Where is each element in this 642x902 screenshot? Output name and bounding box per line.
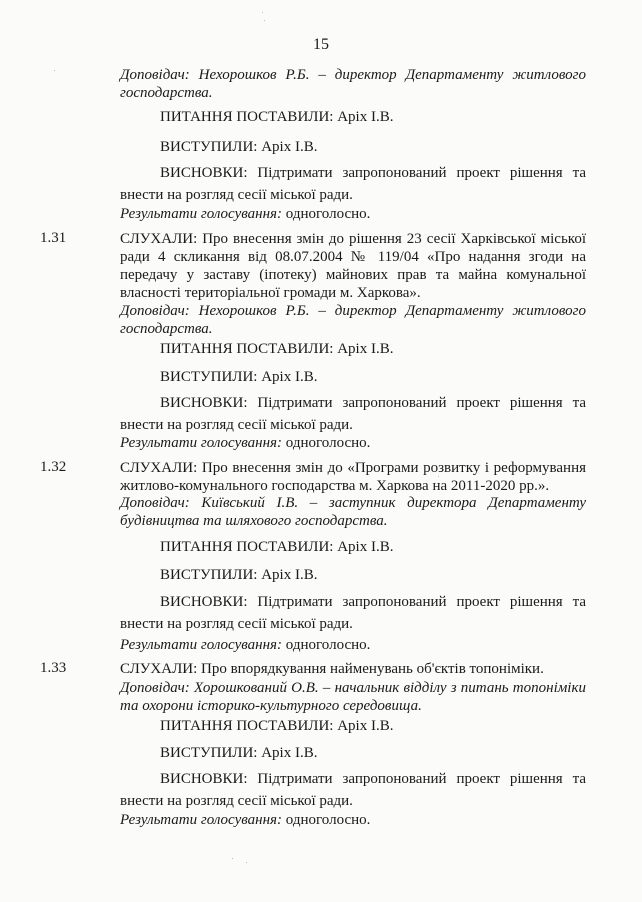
speakers-line: ВИСТУПИЛИ: Аріх І.В.	[160, 369, 318, 385]
questions-line: ПИТАННЯ ПОСТАВИЛИ: Аріх І.В.	[160, 109, 394, 125]
conclusions-paragraph: ВИСНОВКИ: Підтримати запропонований проект рішення та внести на розгляд сесії міської ради.	[120, 594, 586, 632]
scan-speck	[54, 70, 55, 71]
vote-label: Результати голосування:	[120, 637, 283, 653]
vote-value: одноголосно.	[282, 206, 371, 222]
speakers-line: ВИСТУПИЛИ: Аріх І.В.	[160, 745, 318, 761]
scan-speck	[264, 20, 265, 21]
scan-speck	[438, 476, 439, 477]
vote-label: Результати голосування:	[120, 206, 283, 222]
item-number: 1.32	[40, 459, 67, 475]
vote-value: одноголосно.	[282, 435, 371, 451]
vote-value: одноголосно.	[282, 637, 371, 653]
page-number: 15	[313, 36, 329, 53]
questions-line: ПИТАННЯ ПОСТАВИЛИ: Аріх І.В.	[160, 341, 394, 357]
speaker-line: Доповідач: Київський І.В. – заступник директора Департаменту будівництва та шляхового господарства.	[120, 495, 586, 529]
conclusions-paragraph: ВИСНОВКИ: Підтримати запропонований проект рішення та внести на розгляд сесії міської ради.	[120, 165, 586, 203]
item-number: 1.33	[40, 660, 67, 676]
vote-label: Результати голосування:	[120, 435, 283, 451]
speaker-line: Доповідач: Нехорошков Р.Б. – директор Департаменту житлового господарства.	[120, 67, 586, 101]
scan-speck	[246, 862, 247, 863]
heard-paragraph: СЛУХАЛИ: Про внесення змін до «Програми розвитку і реформування житлово-комунального господарства м. Харкова на 2011-2020 рр.».	[120, 460, 586, 494]
vote-result	[120, 811, 586, 829]
vote-result	[120, 636, 586, 654]
vote-value: одноголосно.	[282, 812, 371, 828]
conclusions-paragraph: ВИСНОВКИ: Підтримати запропонований проект рішення та внести на розгляд сесії міської ради.	[120, 395, 586, 433]
speakers-line: ВИСТУПИЛИ: Аріх І.В.	[160, 567, 318, 583]
heard-paragraph: СЛУХАЛИ: Про внесення змін до рішення 23 сесії Харківської міської ради 4 скликання від 08.07.2004 № 119/04 «Про надання згоди на передачу у заставу (іпотеку) майнових прав та майна комунальної власності територіальної громади м. Харкова».	[120, 231, 586, 301]
vote-result	[120, 434, 586, 452]
scan-speck	[262, 12, 263, 13]
vote-label: Результати голосування:	[120, 812, 283, 828]
scan-speck	[232, 858, 233, 859]
item-number: 1.31	[40, 230, 67, 246]
questions-line: ПИТАННЯ ПОСТАВИЛИ: Аріх І.В.	[160, 718, 394, 734]
speaker-line: Доповідач: Хорошкований О.В. – начальник відділу з питань топоніміки та охорони історико-культурного середовища.	[120, 680, 586, 714]
conclusions-paragraph: ВИСНОВКИ: Підтримати запропонований проект рішення та внести на розгляд сесії міської ради.	[120, 771, 586, 809]
questions-line: ПИТАННЯ ПОСТАВИЛИ: Аріх І.В.	[160, 539, 394, 555]
speakers-line: ВИСТУПИЛИ: Аріх І.В.	[160, 139, 318, 155]
speaker-line: Доповідач: Нехорошков Р.Б. – директор Департаменту житлового господарства.	[120, 303, 586, 337]
vote-result	[120, 205, 586, 223]
heard-paragraph: СЛУХАЛИ: Про впорядкування найменувань об'єктів топоніміки.	[120, 661, 544, 677]
